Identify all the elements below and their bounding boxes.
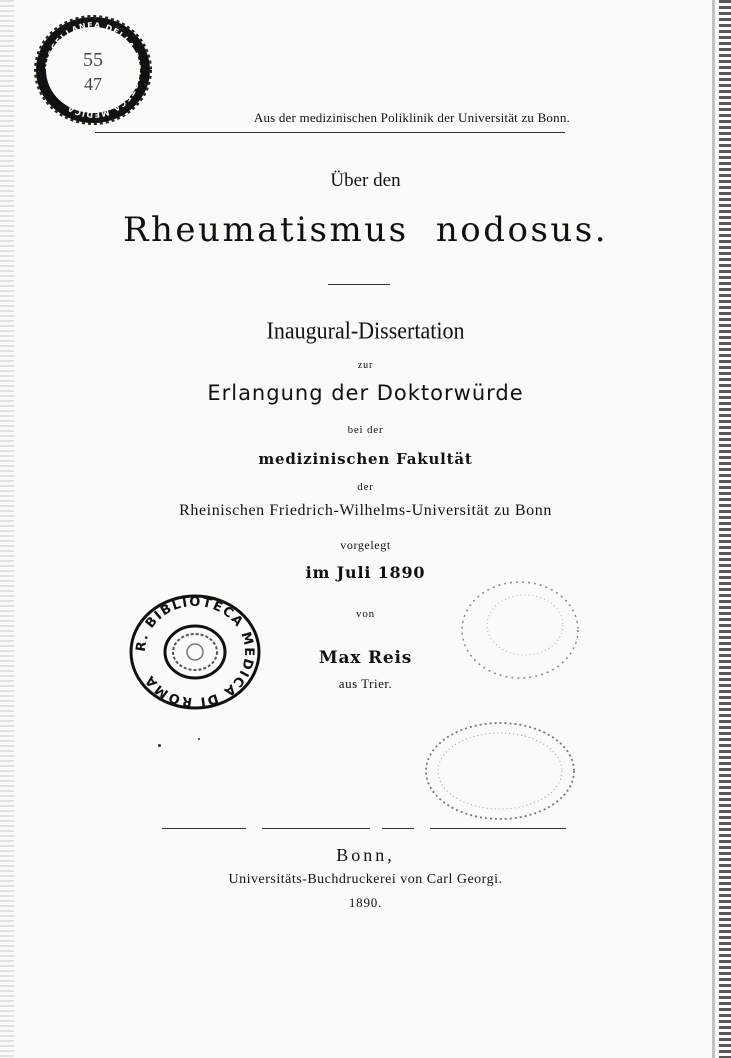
dissertation-purpose: Erlangung der Doktorwürde [207, 381, 524, 405]
university-name: Rheinischen Friedrich-Wilhelms-Universität zu Bonn [179, 502, 552, 519]
imprint-rule-4 [430, 828, 566, 829]
title-rule [328, 284, 390, 285]
speck [158, 744, 161, 747]
speck [198, 738, 200, 740]
word-der: der [357, 481, 374, 493]
imprint-city: Bonn, [336, 845, 395, 865]
submission-date: im Juli 1890 [305, 563, 426, 582]
word-zur: zur [357, 360, 374, 371]
stamp-top-number-1: 55 [83, 49, 103, 71]
stamp-top-number-2: 47 [84, 74, 102, 94]
word-vorgelegt: vorgelegt [340, 538, 391, 552]
imprint-year: 1890. [348, 895, 383, 910]
imprint-rule-3 [382, 828, 414, 829]
word-von: von [356, 608, 375, 620]
faint-stamp-upper [455, 575, 585, 685]
imprint-rule-1 [162, 828, 246, 829]
word-bei-der: bei der [347, 424, 384, 436]
faint-stamp-lower [420, 716, 580, 826]
author-origin: aus Trier. [338, 676, 393, 691]
biblioteca-ring-text: R. BIBLIOTECA MEDICA DI ROMA [133, 594, 257, 710]
biblioteca-stamp [126, 592, 264, 712]
dissertation-type: Inaugural-Dissertation [266, 316, 465, 344]
institute-line: Aus der medizinischen Poliklinik der Universität zu Bonn. [253, 110, 570, 125]
title-pre: Über den [330, 170, 401, 191]
faculty-name: medizinischen Fakultät [258, 450, 473, 468]
imprint-rule-2 [262, 828, 370, 829]
author-name: Max Reis [318, 648, 413, 668]
imprint-printer: Universitäts-Buchdruckerei von Carl Georgi. [228, 872, 503, 887]
stamp-top-ring-text: MISCELLANEA DELLA BIBLIOTECA MEDICA [43, 20, 143, 120]
title-main: Rheumatismus nodosus. [122, 210, 609, 250]
header-rule [95, 132, 565, 133]
